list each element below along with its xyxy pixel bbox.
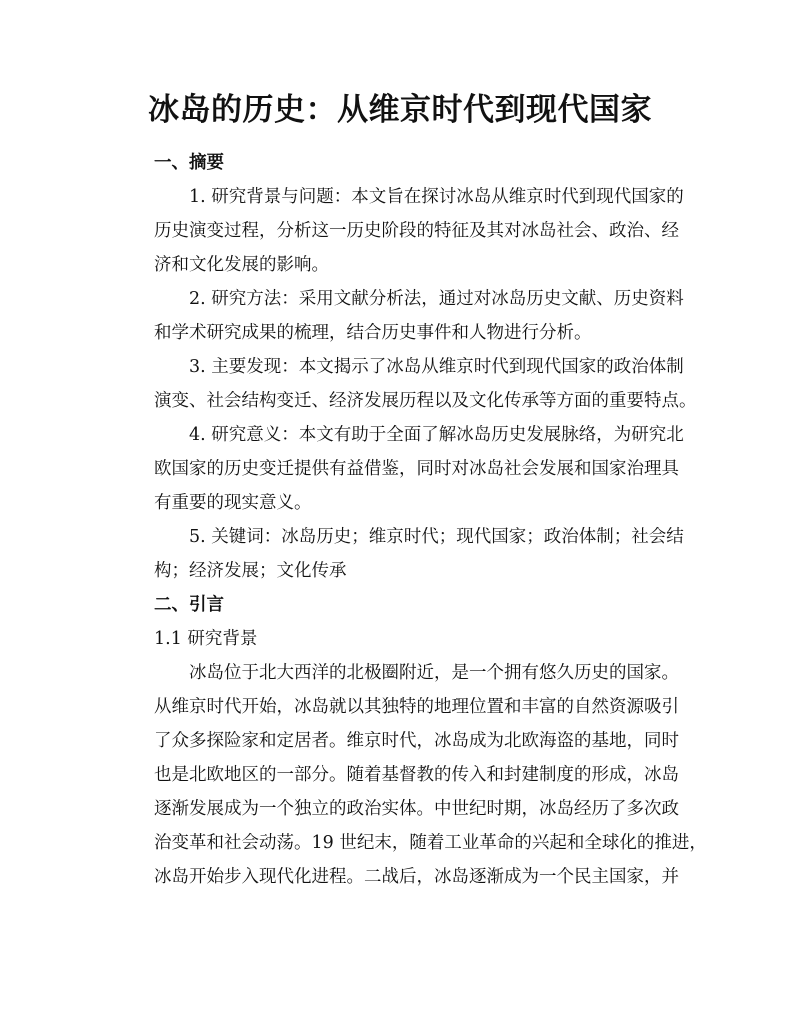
text-line: 从维京时代开始，冰岛就以其独特的地理位置和丰富的自然资源吸引	[154, 697, 679, 717]
text-line: 1. 研究背景与问题：本文旨在探讨冰岛从维京时代到现代国家的	[189, 187, 684, 207]
text-line: 2. 研究方法：采用文献分析法，通过对冰岛历史文献、历史资料	[189, 289, 684, 309]
text-line: 4. 研究意义：本文有助于全面了解冰岛历史发展脉络，为研究北	[189, 425, 684, 445]
text-line: 治变革和社会动荡。19 世纪末，随着工业革命的兴起和全球化的推进，	[154, 833, 707, 853]
text-line: 5. 关键词：冰岛历史；维京时代；现代国家；政治体制；社会结	[189, 527, 684, 547]
abstract-item-2	[119, 282, 685, 350]
abstract-item-4	[119, 418, 685, 520]
document-body	[119, 146, 707, 894]
text-line: 欧国家的历史变迁提供有益借鉴，同时对冰岛社会发展和国家治理具	[154, 459, 679, 479]
section-heading-introduction: 二、引言	[154, 595, 224, 615]
abstract-item-1	[119, 180, 685, 282]
text-line: 逐渐发展成为一个独立的政治实体。中世纪时期，冰岛经历了多次政	[154, 799, 679, 819]
text-line: 历史演变过程，分析这一历史阶段的特征及其对冰岛社会、政治、经	[154, 221, 679, 241]
text-line: 有重要的现实意义。	[154, 493, 312, 513]
text-line: 济和文化发展的影响。	[154, 255, 329, 275]
abstract-item-5-keywords	[119, 520, 685, 588]
text-line: 冰岛位于北大西洋的北极圈附近，是一个拥有悠久历史的国家。	[189, 663, 679, 683]
text-line: 构；经济发展；文化传承	[154, 561, 347, 581]
abstract-item-3	[119, 350, 697, 418]
text-line: 冰岛开始步入现代化进程。二战后，冰岛逐渐成为一个民主国家，并	[154, 867, 679, 887]
section-heading-abstract: 一、摘要	[154, 153, 224, 173]
text-line: 3. 主要发现：本文揭示了冰岛从维京时代到现代国家的政治体制	[189, 357, 684, 377]
background-paragraph	[119, 656, 707, 894]
text-line: 了众多探险家和定居者。维京时代，冰岛成为北欧海盗的基地，同时	[154, 731, 679, 751]
document-title: 冰岛的历史：从维京时代到现代国家	[148, 92, 652, 128]
text-line: 演变、社会结构变迁、经济发展历程以及文化传承等方面的重要特点。	[154, 391, 697, 411]
text-line: 也是北欧地区的一部分。随着基督教的传入和封建制度的形成，冰岛	[154, 765, 679, 785]
subsection-heading-background: 1.1 研究背景	[154, 629, 258, 649]
text-line: 和学术研究成果的梳理，结合历史事件和人物进行分析。	[154, 323, 592, 343]
